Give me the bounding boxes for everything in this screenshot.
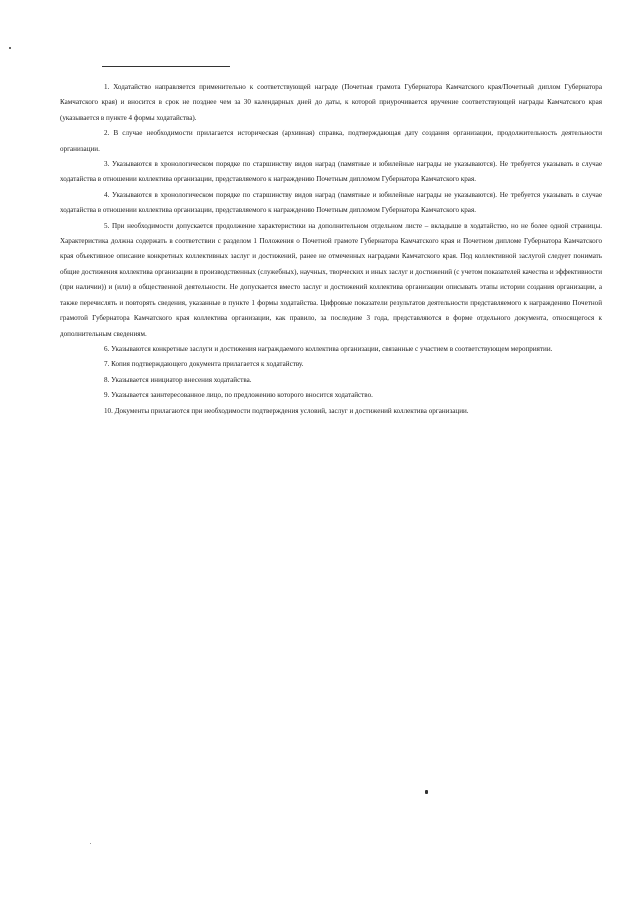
footnote-8: 8. Указывается инициатор внесения ходатайства. [104,375,252,384]
footnote-9: 9. Указывается заинтересованное лицо, по предложению которого вносится ходатайство. [104,391,373,400]
scan-mark [425,790,428,794]
footnote-10: 10. Документы прилагаются при необходимости подтверждения условий, заслуг и достижений коллектива организации. [104,406,469,415]
footnote-5: 5. При необходимости допускается продолжение характеристики на дополнительном отдельном листе – вкладыше в ходатайство, но не более одной страницы. Характеристика должна содержать в соответствии с разделом 1 Положения о Почетной грамоте Губернатора Камчатского края и Почетном дипломе Губернатора Камчатского края объективное описание конкретных коллективных заслуг и достижений, ранее не отмеченных наградами Камчатского края. Под коллективной заслугой следует понимать общие достижения коллектива организации в производственных (служебных), научных, творческих и иных заслуг и достижений (с учетом показателей качества и эффективности (при наличии)) и (или) в общественной деятельности. Не допускается вместо заслуг и достижений коллектива организации описывать этапы истории создания организации, а также перечислять и повторять сведения, указанные в пункте 1 формы ходатайства. Цифровые показатели результатов деятельности представляемого к награждению Почетной грамотой Губернатора Камчатского края коллектива организации, как правило, за последние 3 года, представляются в форме отдельного документа, относящегося к дополнительным сведениям. [60,221,602,338]
footnote-6: 6. Указываются конкретные заслуги и достижения награждаемого коллектива организации, связанные с участием в соответствующем мероприятии. [104,344,553,353]
footnote-7: 7. Копия подтверждающего документа прилагается к ходатайству. [104,360,304,369]
footnote-1: 1. Ходатайство направляется применительно к соответствующей награде (Почетная грамота Губернатора Камчатского края/Почетный диплом Губернатора Камчатского края) и вносится в срок не позднее чем за 30 календарных дней до даты, к которой приурочивается вручение соответствующей награды Камчатского края (указывается в пункте 4 формы ходатайства). [60,83,602,122]
scan-speck [9,47,11,49]
footnote-2: 2. В случае необходимости прилагается историческая (архивная) справка, подтверждающая дату создания организации, продолжительность деятельности организации. [60,129,602,153]
footnote-4: 4. Указываются в хронологическом порядке по старшинству видов наград (памятные и юбилейные награды не указываются). Не требуется указывать в случае ходатайства в отношении коллектива организации, представляемого к награждению Почетным дипломом Губернатора Камчатского края. [60,190,602,215]
scan-speck [90,843,91,844]
footnote-3: 3. Указываются в хронологическом порядке по старшинству видов наград (памятные и юбилейные награды не указываются). Не требуется указывать в случае ходатайства в отношении коллектива организации, представляемого к награждению Почетным дипломом Губернатора Камчатского края. [60,160,602,184]
footnote-separator [102,66,230,67]
footnotes-list [60,80,602,419]
